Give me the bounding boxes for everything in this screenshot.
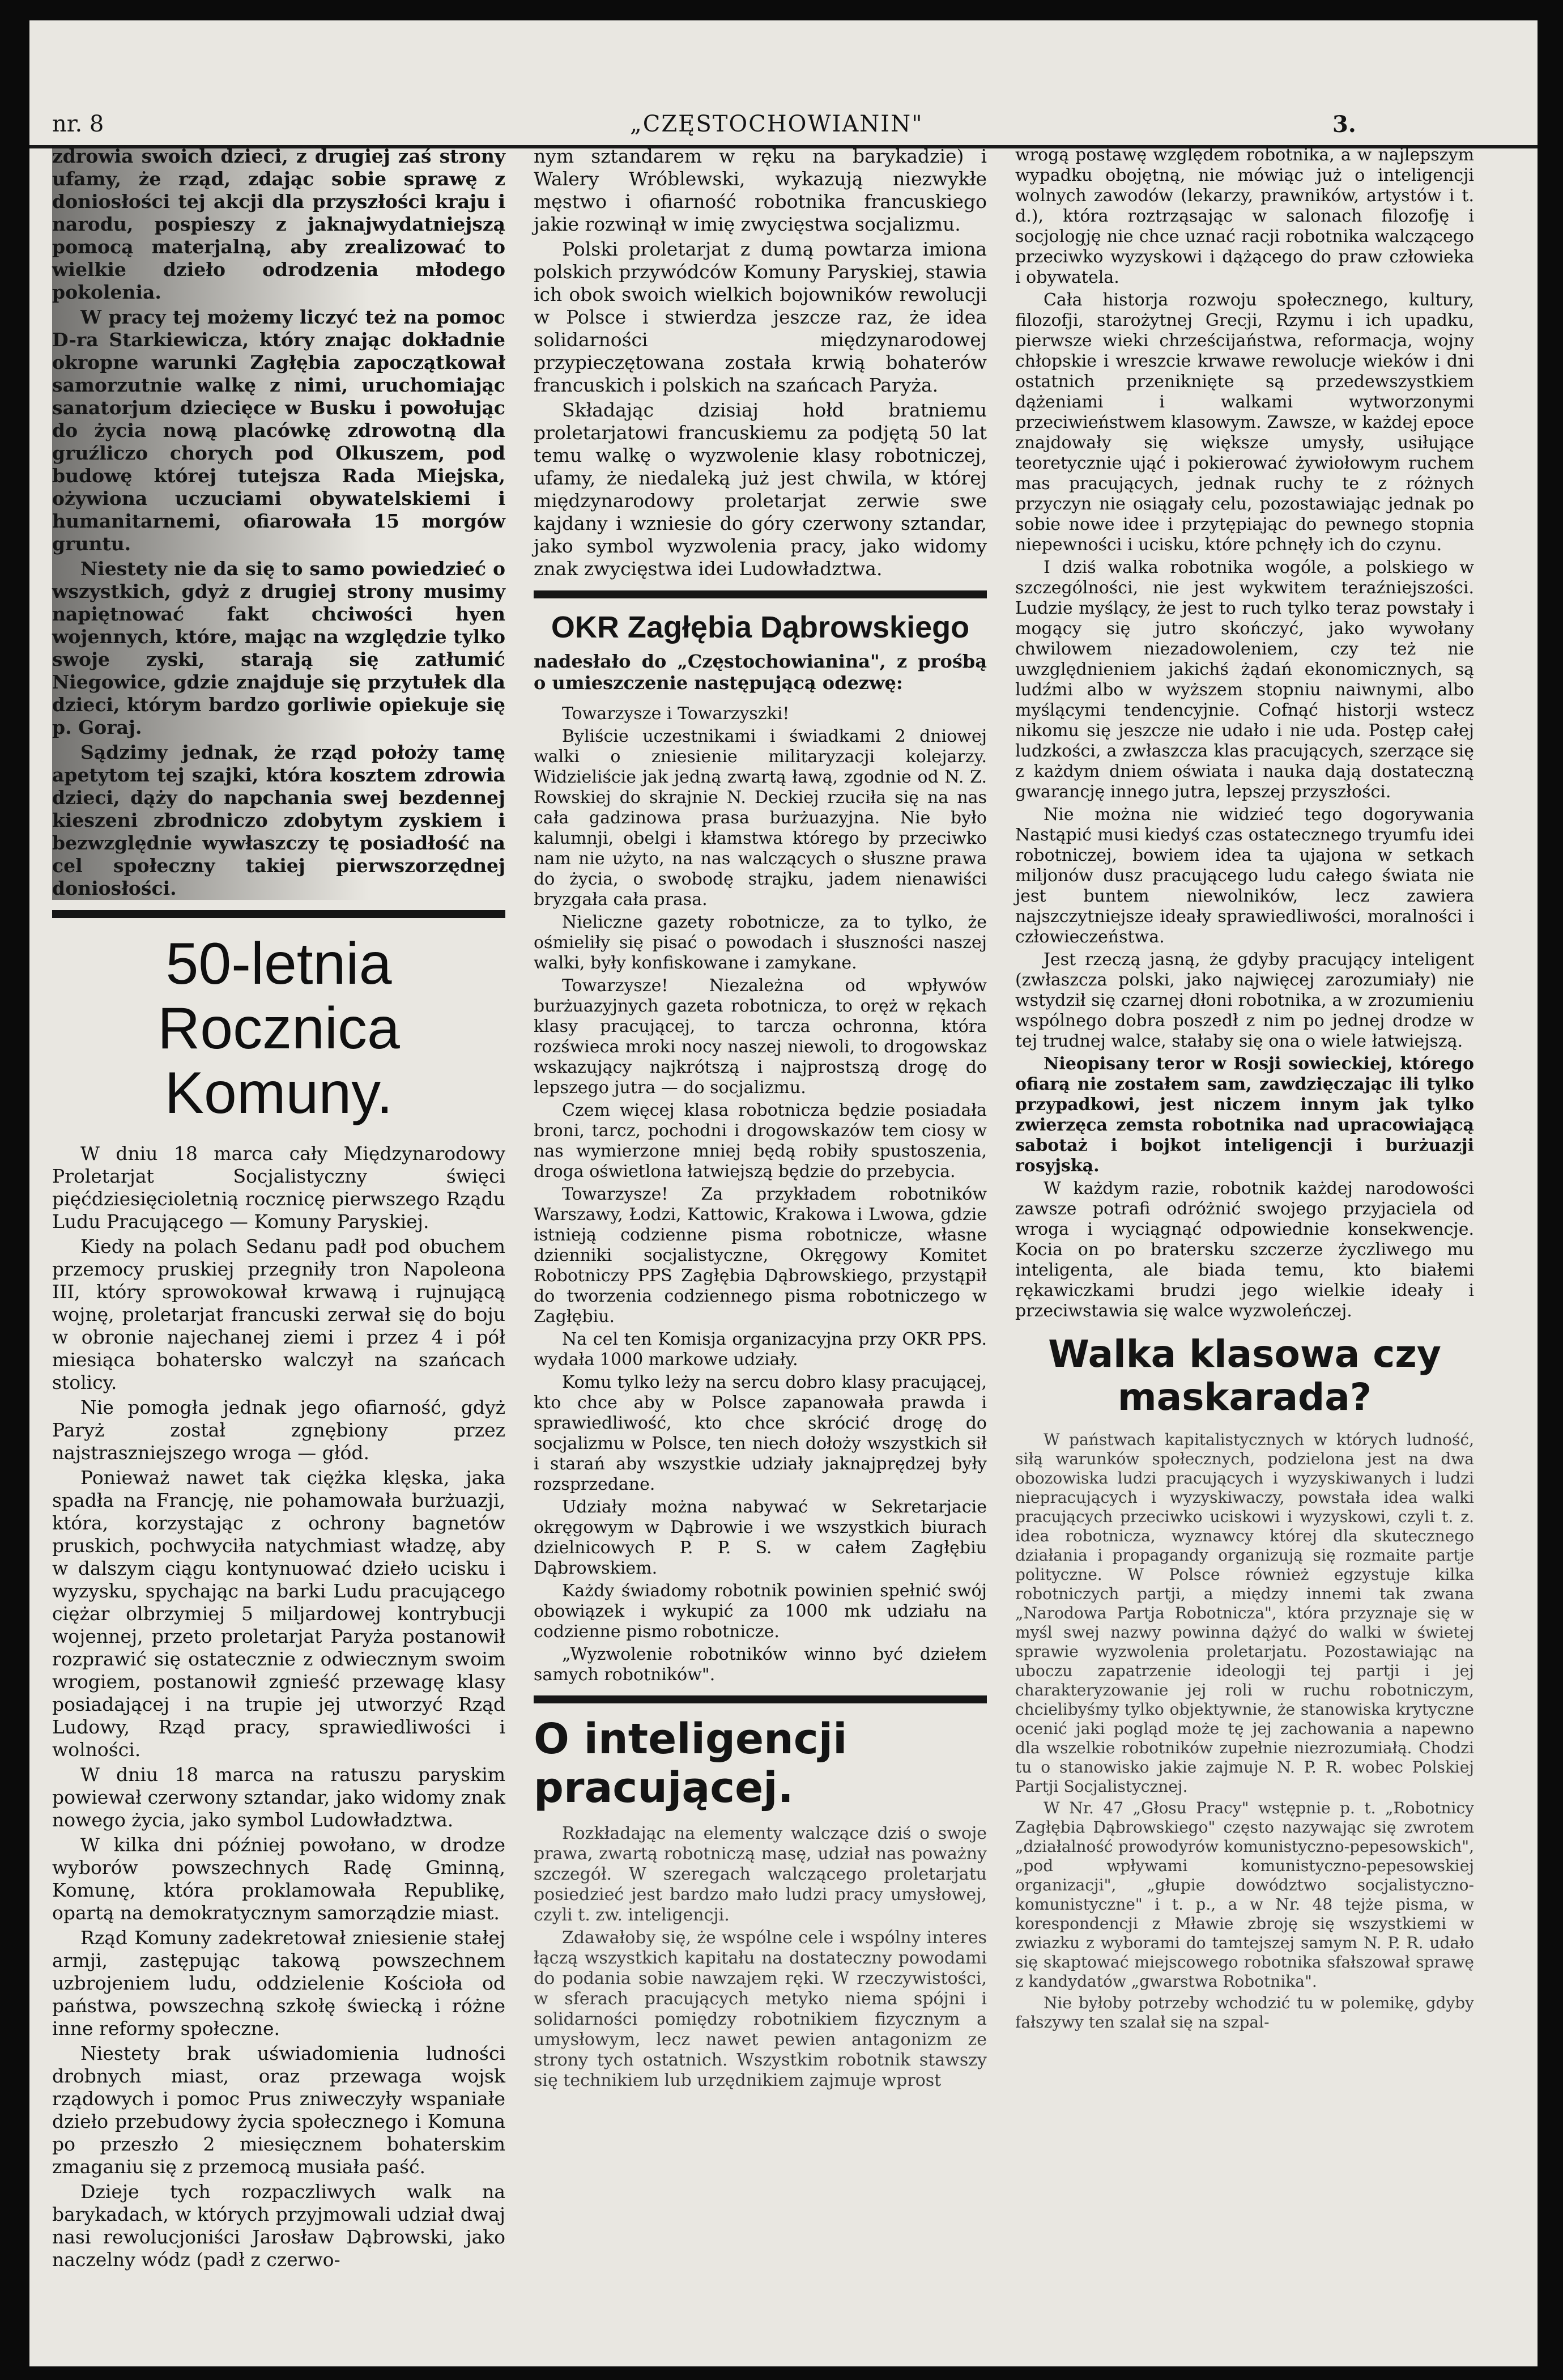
paragraph: Sądzimy jednak, że rząd położy tamę apetytom tej szajki, która kosztem zdrowia dzieci, dąży do napchania swej bezdennej kieszeni zbrodniczo zdobytym zyskiem i bezwzględnie wywłaszczy tę posiadłość na cel społeczny takiej pierwszorzędnej doniosłości. — [52, 741, 505, 899]
column-3 — [1015, 145, 1474, 2034]
paragraph: W dniu 18 marca cały Międzynarodowy Proletarjat Socjalistyczny święci pięćdziesięcioletnią rocznicę pierwszego Rządu Ludu Pracującego — Komuny Paryskiej. — [52, 1142, 505, 1232]
paragraph: nym sztandarem w ręku na barykadzie) i Walery Wróblewski, wykazują niezwykłe męstwo i ofiarność robotnika francuskiego jakie rozwinął w imię zwycięstwa socjalizmu. — [534, 145, 987, 235]
paragraph: wrogą postawę względem robotnika, a w najlepszym wypadku obojętną, nie mówiąc już o inteligencji wolnych zawodów (lekarzy, prawników, artystów i t. d.), która roztrząsając w salonach filozofję i socjologję nie chce uznać racji robotnika walczącego przeciwko wyzyskowi i dążącego do praw człowieka i obywatela. — [1015, 145, 1474, 287]
newspaper-title: „CZĘSTOCHOWIANIN" — [630, 111, 923, 137]
column-1 — [52, 145, 505, 2273]
section-divider — [534, 1695, 987, 1703]
paragraph: Udziały można nabywać w Sekretarjacie okręgowym w Dąbrowie i we wszystkich biurach dzielnicowych P. P. S. w całem Zagłębiu Dąbrowskiem. — [534, 1497, 987, 1578]
paragraph: Zdawałoby się, że wspólne cele i wspólny interes łączą wszystkich kapitału na dostateczny powodami do podania sobie nawzajem ręki. W rzeczywistości, w sferach pracujących metyko niema spójni i solidarności pomiędzy robotnikiem fizycznym a umysłowym, lecz nawet pewien antagonizm ze strony tych ostatnich. Wszystkim robotnik stawszy się technikiem lub urzędnikiem zajmuje wprost — [534, 1928, 987, 2090]
paragraph: Cała historja rozwoju społecznego, kultury, filozofji, starożytnej Grecji, Rzymu i ich upadku, pierwsze wieki chrześcijaństwa, reformacja, wojny chłopskie i wreszcie krwawe rewolucje wieków i dni ostatnich przeniknięte są przedewszystkiem dążeniami i walkami wytworzonymi przeciwieństwem klasowym. Zawsze, w każdej epoce znajdowały się większe umysły, usiłujące teoretycznie ująć i pokierować żywiołowym ruchem mas pracujących, jednak ruchy te z różnych przyczyn nie osiągały celu, pozostawiając jednak po sobie nowe idee i przytępiając do pewnego stopnia niepewności i ucisku, które pchnęły ich do czynu. — [1015, 290, 1474, 555]
headline-okr: OKR Zagłębia Dąbrowskiego — [551, 610, 970, 644]
headline-class-struggle: Walka klasowa czy maskarada? — [1048, 1332, 1441, 1419]
paragraph: Nie można nie widzieć tego dogorywania Nastąpić musi kiedyś czas ostatecznego tryumfu idei robotniczej, bowiem idea ta ujajona w setkach miljonów dusz pracującego ludu całego świata nie jest buntem niewolników, lecz zawiera najszczytniejsze ideały sprawiedliwości, moralności i człowieczeństwa. — [1015, 805, 1474, 947]
paragraph: Dzieje tych rozpaczliwych walk na barykadach, w których przyjmowali udział dwaj nasi rewolucjoniści Jarosław Dąbrowski, jako naczelny wódz (padł z czerwo- — [52, 2181, 505, 2271]
paragraph: Nie byłoby potrzeby wchodzić tu w polemikę, gdyby fałszywy ten szalał się na szpal- — [1015, 1994, 1474, 2032]
paragraph: Byliście uczestnikami i świadkami 2 dniowej walki o zniesienie militaryzacji kolejarzy. Widzieliście jak jedną zwartą ławą, zgodnie od N. Z. Rowskiej do skrajnie N. Deckiej rzuciła się na nas cała gadzinowa prasa burżuazyjna. Nie było kalumnji, obelgi i kłamstwa którego by przeciwko nam nie użyto, na nas walczących o słuszne prawa do życia, o swobodę strajku, jadem nienawiści bryzgała cała prasa. — [534, 726, 987, 910]
page-number: 3. — [1332, 111, 1356, 138]
paragraph: Ponieważ nawet tak ciężka klęska, jaka spadła na Francję, nie pohamowała burżuazji, która, korzystając z ochrony bagnetów pruskich, pochwyciła natychmiast władzę, aby w dalszym ciągu kontynuować dzieło ucisku i wyzysku, spychając na barki Ludu pracującego ciężar olbrzymiej 5 miljardowej kontrybucji wojennej, przeto proletarjat Paryża postanowił rozprawić się ostatecznie z odwiecznym swoim wrogiem, postanowił zgnieść przewagę klasy posiadającej i na trupie jej utworzyć Rząd Ludowy, Rząd pracy, sprawiedliwości i wolności. — [52, 1467, 505, 1761]
paragraph: Rozkładając na elementy walczące dziś o swoje prawa, zwartą robotniczą masę, udział nas poważny szczegół. W szeregach walczącego proletarjatu posiedzieć jest bardzo mało ludzi pracy umysłowej, czyli t. zw. inteligencji. — [534, 1824, 987, 1925]
paragraph: Towarzysze! Niezależna od wpływów burżuazyjnych gazeta robotnicza, to oręż w rękach klasy pracującej, to tarcza ochronna, która rozświeca mroki nocy naszej niewoli, to drogowskaz wskazujący najkrótszą i najprostszą drogę do lepszego jutra — do socjalizmu. — [534, 976, 987, 1098]
lead-paragraph: nadesłało do „Częstochowianina", z prośbą o umieszczenie następującą odezwę: — [534, 651, 987, 694]
issue-number: nr. 8 — [52, 111, 104, 137]
paragraph: Rząd Komuny zadekretował zniesienie stałej armji, zastępując takową powszechnem uzbrojeniem ludu, oddzielenie Kościoła od państwa, powszechną szkołę świecką i różne inne reformy społeczne. — [52, 1927, 505, 2039]
paragraph: Jest rzeczą jasną, że gdyby pracujący inteligent (zwłaszcza polski, jako najwięcej zarozumiały) nie wstydził się czarnej dłoni robotnika, a w zrozumieniu wspólnego dobra poszedł z nim po jednej drodze w tej trudnej walce, stałaby się ona o wiele łatwiejszą. — [1015, 950, 1474, 1051]
headline-intelligentsia: O inteligencji pracującej. — [534, 1715, 847, 1812]
section-divider — [52, 910, 505, 918]
paragraph: Na cel ten Komisja organizacyjna przy OKR PPS. wydała 1000 markowe udziały. — [534, 1329, 987, 1370]
paragraph: Nieopisany teror w Rosji sowieckiej, którego ofiarą nie zostałem sam, zawdzięczając ili tylko przypadkowi, jest niczem innym jak tylko zwierzęca zemsta robotnika nad upracowiającą sabotaż i bojkot inteligencji i burżuazji rosyjską. — [1015, 1054, 1474, 1176]
section-divider — [534, 590, 987, 598]
paragraph: Komu tylko leży na sercu dobro klasy pracującej, kto chce aby w Polsce zapanowała prawda i sprawiedliwość, kto chce skrócić drogę do socjalizmu w Polsce, ten niech dołoży wszystkich sił i starań aby wszystkie udziały jaknajprędzej były rozsprzedane. — [534, 1372, 987, 1494]
paragraph: „Wyzwolenie robotników winno być dziełem samych robotników". — [534, 1644, 987, 1685]
paragraph: Składając dzisiaj hołd bratniemu proletarjatowi francuskiemu za podjętą 50 lat temu walkę o wyzwolenie klasy robotniczej, ufamy, że niedaleką już jest chwila, w której międzynarodowy proletarjat zerwie swe kajdany i wzniesie do góry czerwony sztandar, jako symbol wyzwolenia pracy, jako widomy znak zwycięstwa idei Ludowładztwa. — [534, 399, 987, 580]
paragraph: W Nr. 47 „Głosu Pracy" wstępnie p. t. „Robotnicy Zagłębia Dąbrowskiego" często nazywając się zwrotem „działalność prowodyrów komunistyczno-pepesowskich", „pod wpływami komunistyczno-pepesowskiej organizacji", „głupie dowództwo socjalistyczno-komunistyczne" i t. p., a w Nr. 48 tejże pisma, w korespondencji z Mławie zbroję się wszystkiemi w zwiazku z wyborami do tamtejszej samym N. P. R. udało się skaptować miejscowego robotnika sfałszował sprawę z kandydatów „gwarstwa Robotnika". — [1015, 1799, 1474, 1991]
paragraph: W państwach kapitalistycznych w których ludność, siłą warunków społecznych, podzielona jest na dwa obozowiska ludzi pracujących i wyzyskiwanych i ludzi niepracujących i wyzyskiwaczy, powstała idea walki pracujących przeciwko uciskowi i wyzyskowi, czyli t. z. idea robotnicza, wyznawcy której dla skutecznego działania i propagandy organizują się rozmaite partje polityczne. W Polsce również egzystuje kilka robotniczych partji, a między innemi tak zwana „Narodowa Partja Robotnicza", która przyznaje się w myśl swej nazwy powinna dążyć do walki w świetej sprawie wyzwolenia proletarjatu. Pozostawiając na uboczu zapatrzenie ideologji tej partji i jej charakteryzowanie jej roli w ruchu robotniczym, chcielibyśmy tylko objektywnie, że stanowiska krytyczne ocenić jaki pogląd może tę jej zachowania a napewno dla wszelkie robotników zupełnie niezrozumiałą. Chodzi tu o stanowisko jakie zajmuje N. P. R. wobec Polskiej Partji Socjalistycznej. — [1015, 1430, 1474, 1796]
paragraph: zdrowia swoich dzieci, z drugiej zaś strony ufamy, że rząd, zdając sobie sprawę z doniosłości tej akcji dla przyszłości kraju i narodu, pospieszy z jaknajwydatniejszą pomocą materjalną, aby zrealizować to wielkie dzieło odrodzenia młodego pokolenia. — [52, 145, 505, 303]
paragraph: Czem więcej klasa robotnicza będzie posiadała broni, tarcz, pochodni i drogowskazów tem ciosy w nas wymierzone mniej będą robiły spustoszenia, droga oświetlona łatwiejszą będzie do przebycia. — [534, 1100, 987, 1182]
article-continuation — [52, 145, 505, 900]
paragraph: Nie pomogła jednak jego ofiarność, gdyż Paryż został zgnębiony przez najstraszniejszego wroga — głód. — [52, 1396, 505, 1464]
headline-commune: 50-letnia Rocznica Komuny. — [157, 931, 400, 1126]
paragraph: Nieliczne gazety robotnicze, za to tylko, że ośmieliły się pisać o powodach i słuszności naszej walki, były konfiskowane i zamykane. — [534, 912, 987, 973]
paragraph: Każdy świadomy robotnik powinien spełnić swój obowiązek i wykupić za 1000 mk udziału na codzienne pismo robotnicze. — [534, 1581, 987, 1642]
paragraph: Towarzysze! Za przykładem robotników Warszawy, Łodzi, Kattowic, Krakowa i Lwowa, gdzie istnieją codzienne pisma robotnicze, własne dzienniki socjalistyczne, Okręgowy Komitet Robotniczy PPS Zagłębia Dąbrowskiego, przystąpił do tworzenia codziennego pisma robotniczego w Zagłębiu. — [534, 1184, 987, 1327]
paragraph: Towarzysze i Towarzyszki! — [562, 704, 790, 724]
paragraph: Niestety nie da się to samo powiedzieć o wszystkich, gdyż z drugiej strony musimy napiętnować fakt chciwości hyen wojennych, które, mając na względzie tylko swoje zyski, starają się zatłumić Niegowice, gdzie znajduje się przytułek dla dzieci, którym bardzo gorliwie opiekuje się p. Goraj. — [52, 558, 505, 738]
column-2 — [534, 145, 987, 2093]
paragraph: W pracy tej możemy liczyć też na pomoc D-ra Starkiewicza, który znając dokładnie okropne warunki Zagłębia zapoczątkował samorzutnie walkę z nimi, uruchomiając sanatorjum dziecięce w Busku i powołując do życia nową placówkę zdrowotną dla gruźliczo chorych pod Olkuszem, pod budowę której tutejsza Rada Miejska, ożywiona uczuciami obywatelskiemi i humanitarnemi, ofiarowała 15 morgów gruntu. — [52, 306, 505, 555]
paragraph: Polski proletarjat z dumą powtarza imiona polskich przywódców Komuny Paryskiej, stawia ich obok swoich wielkich bojowników rewolucji w Polsce i stwierdza jeszcze raz, że idea solidarności międzynarodowej przypieczętowana została krwią bohaterów francuskich i polskich na szańcach Paryża. — [534, 238, 987, 396]
paragraph: I dziś walka robotnika wogóle, a polskiego w szczególności, nie jest wykwitem teraźniejszości. Ludzie myślący, że jest to ruch tylko teraz powstały i mogący się jutro skończyć, jako wywołany chwilowem niezadowoleniem, czy też nie uwzględnieniem jakichś żądań ekonomicznych, są ludźmi albo w wyższem stopniu naiwnymi, albo myślącymi tendencyjnie. Cofnąć historji wstecz nikomu się jeszcze nie udało i nie uda. Postęp całej ludzkości, a zwłaszcza klas pracujących, szerzące się z każdym dniem oświata i nauka dają dostateczną gwarancję innego jutra, lepszej przyszłości. — [1015, 558, 1474, 802]
newspaper-page — [29, 20, 1538, 2366]
paragraph: Kiedy na polach Sedanu padł pod obuchem przemocy pruskiej przegniły tron Napoleona III, który sprowokował krwawą i rujnującą wojnę, proletarjat francuski zerwał się do boju w obronie najechanej ziemi i przez 4 i pół miesiąca bohatersko walczył na szańcach stolicy. — [52, 1235, 505, 1393]
paragraph: W kilka dni później powołano, w drodze wyborów powszechnych Radę Gminną, Komunę, która proklamowała Republikę, opartą na demokratycznym samorządzie miast. — [52, 1834, 505, 1924]
paragraph: W każdym razie, robotnik każdej narodowości zawsze potrafi odróżnić swojego przyjaciela od wroga i wyciągnąć odpowiednie konsekwencje. Kocia on po bratersku szczerze życzliwego mu inteligenta, ale biada temu, kto białemi rękawiczkami brudzi jego wielkie ideały i przeciwstawia się walce wyzwoleńczej. — [1015, 1179, 1474, 1321]
paragraph: W dniu 18 marca na ratuszu paryskim powiewał czerwony sztandar, jako widomy znak nowego życia, jako symbol Ludowładztwa. — [52, 1763, 505, 1831]
page-header — [29, 105, 1538, 148]
paragraph: Niestety brak uświadomienia ludności drobnych miast, oraz przewaga wojsk rządowych i pomoc Prus zniweczyły wspaniałe dzieło przebudowy życia społecznego i Komuna po przeszło 2 miesięcznem bohaterskim zmaganiu się z przemocą musiała paść. — [52, 2042, 505, 2178]
